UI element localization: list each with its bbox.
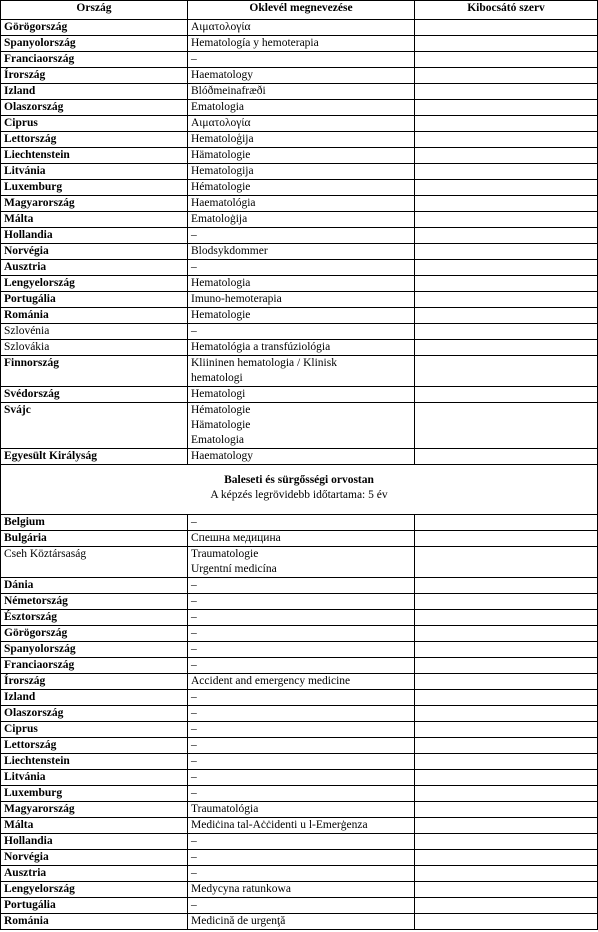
country-cell: Magyarország [1, 196, 188, 212]
country-cell: Szlovénia [1, 324, 188, 340]
country-cell: Lettország [1, 132, 188, 148]
country-cell: Szlovákia [1, 340, 188, 356]
diploma-cell [188, 449, 415, 465]
diploma-line: Traumatológia [191, 803, 259, 815]
diploma-cell [188, 340, 415, 356]
country-cell: Hollandia [1, 834, 188, 850]
issuer-cell [415, 260, 598, 276]
diploma-line: Haematology [191, 450, 253, 462]
issuer-cell [415, 36, 598, 52]
country-cell: Írország [1, 68, 188, 84]
diploma-cell [188, 84, 415, 100]
issuer-cell [415, 196, 598, 212]
diploma-cell [188, 68, 415, 84]
table-row [1, 658, 598, 674]
table-row [1, 387, 598, 403]
diploma-cell [188, 818, 415, 834]
country-cell: Luxemburg [1, 180, 188, 196]
table-row [1, 898, 598, 914]
diploma-line: Hématologie [191, 404, 251, 416]
country-cell: Lettország [1, 738, 188, 754]
table-row [1, 834, 598, 850]
table-row [1, 738, 598, 754]
diploma-line: – [191, 723, 197, 735]
diploma-line: – [191, 611, 197, 623]
table-row [1, 324, 598, 340]
country-cell: Luxemburg [1, 786, 188, 802]
issuer-cell [415, 658, 598, 674]
issuer-cell [415, 722, 598, 738]
issuer-cell [415, 292, 598, 308]
country-cell: Belgium [1, 515, 188, 531]
issuer-cell [415, 403, 598, 449]
diploma-line: hematologi [191, 372, 243, 384]
diploma-line: Medycyna ratunkowa [191, 883, 291, 895]
issuer-cell [415, 52, 598, 68]
country-cell: Izland [1, 690, 188, 706]
country-cell: Lengyelország [1, 882, 188, 898]
diploma-line: Hematología y hemoterapia [191, 37, 319, 49]
country-cell: Lengyelország [1, 276, 188, 292]
country-cell: Málta [1, 212, 188, 228]
diploma-line: Haematology [191, 69, 253, 81]
country-cell: Litvánia [1, 770, 188, 786]
country-cell: Finnország [1, 356, 188, 387]
diploma-cell [188, 802, 415, 818]
country-cell: Spanyolország [1, 642, 188, 658]
issuer-cell [415, 626, 598, 642]
country-cell: Ausztria [1, 866, 188, 882]
diploma-cell [188, 674, 415, 690]
country-cell: Ausztria [1, 260, 188, 276]
diploma-cell [188, 834, 415, 850]
diploma-cell [188, 594, 415, 610]
diploma-cell [188, 276, 415, 292]
issuer-cell [415, 180, 598, 196]
diploma-line: – [191, 867, 197, 879]
table-row [1, 308, 598, 324]
diploma-cell [188, 658, 415, 674]
diploma-line: Kliininen hematologia / Klinisk [191, 357, 337, 369]
table-row [1, 578, 598, 594]
table-row [1, 722, 598, 738]
country-cell: Bulgária [1, 531, 188, 547]
diploma-cell [188, 356, 415, 387]
table-row [1, 52, 598, 68]
diploma-cell [188, 20, 415, 36]
issuer-cell [415, 642, 598, 658]
issuer-cell [415, 228, 598, 244]
issuer-cell [415, 244, 598, 260]
issuer-cell [415, 690, 598, 706]
issuer-cell [415, 898, 598, 914]
diploma-cell [188, 228, 415, 244]
diploma-cell [188, 866, 415, 882]
country-cell: Svájc [1, 403, 188, 449]
table-row [1, 866, 598, 882]
diploma-line: – [191, 659, 197, 671]
diploma-line: Ematologia [191, 101, 245, 113]
diploma-line: – [191, 739, 197, 751]
diploma-line: – [191, 325, 197, 337]
country-cell: Litvánia [1, 164, 188, 180]
diploma-line: Traumatologie [191, 548, 259, 560]
diploma-line: Αιματολογία [191, 21, 251, 33]
table-row [1, 132, 598, 148]
diploma-line: – [191, 643, 197, 655]
table-row [1, 770, 598, 786]
country-cell: Norvégia [1, 244, 188, 260]
table-row [1, 882, 598, 898]
issuer-cell [415, 212, 598, 228]
diploma-cell [188, 52, 415, 68]
diploma-cell [188, 850, 415, 866]
issuer-cell [415, 882, 598, 898]
issuer-cell [415, 515, 598, 531]
issuer-cell [415, 770, 598, 786]
country-cell: Franciaország [1, 658, 188, 674]
diploma-cell [188, 626, 415, 642]
table-row [1, 244, 598, 260]
table-row [1, 674, 598, 690]
issuer-cell [415, 754, 598, 770]
table-row [1, 531, 598, 547]
issuer-cell [415, 148, 598, 164]
diploma-cell [188, 100, 415, 116]
country-cell: Franciaország [1, 52, 188, 68]
diploma-cell [188, 706, 415, 722]
table-row [1, 68, 598, 84]
diploma-line: Urgentní medicína [191, 563, 277, 575]
table-row [1, 610, 598, 626]
table-row [1, 626, 598, 642]
diploma-cell [188, 260, 415, 276]
table-row [1, 706, 598, 722]
country-cell: Liechtenstein [1, 754, 188, 770]
table-row [1, 292, 598, 308]
diploma-line: Imuno-hemoterapia [191, 293, 282, 305]
diploma-line: – [191, 899, 197, 911]
diploma-cell [188, 738, 415, 754]
issuer-cell [415, 578, 598, 594]
issuer-cell [415, 116, 598, 132]
table-row [1, 754, 598, 770]
diploma-cell [188, 882, 415, 898]
diploma-line: Спешна медицина [191, 532, 281, 544]
header-row [1, 1, 598, 20]
table-row [1, 100, 598, 116]
issuer-cell [415, 324, 598, 340]
table-row [1, 449, 598, 465]
diploma-line: Ematologia [191, 434, 245, 446]
diploma-line: Medicină de urgenţă [191, 915, 286, 927]
issuer-cell [415, 20, 598, 36]
issuer-cell [415, 786, 598, 802]
header-country: Ország [1, 1, 188, 20]
diploma-line: – [191, 516, 197, 528]
table-row [1, 850, 598, 866]
country-cell: Görögország [1, 20, 188, 36]
diploma-line: – [191, 755, 197, 767]
issuer-cell [415, 84, 598, 100]
diploma-cell [188, 403, 415, 449]
diploma-line: Hämatologie [191, 149, 251, 161]
country-cell: Izland [1, 84, 188, 100]
diploma-cell [188, 722, 415, 738]
diploma-cell [188, 244, 415, 260]
issuer-cell [415, 308, 598, 324]
diploma-cell [188, 610, 415, 626]
issuer-cell [415, 706, 598, 722]
table-row [1, 196, 598, 212]
country-cell: Hollandia [1, 228, 188, 244]
country-cell: Ciprus [1, 116, 188, 132]
diploma-cell [188, 196, 415, 212]
country-cell: Norvégia [1, 850, 188, 866]
section-row [1, 465, 598, 515]
diploma-cell [188, 36, 415, 52]
diploma-cell [188, 116, 415, 132]
issuer-cell [415, 866, 598, 882]
diploma-line: Hämatologie [191, 419, 251, 431]
diploma-cell [188, 132, 415, 148]
diploma-line: – [191, 707, 197, 719]
diploma-cell [188, 786, 415, 802]
issuer-cell [415, 610, 598, 626]
diploma-line: Hematologi [191, 388, 246, 400]
country-cell: Németország [1, 594, 188, 610]
diploma-line: – [191, 787, 197, 799]
diploma-line: Hematoloģija [191, 133, 254, 145]
table-row [1, 642, 598, 658]
diploma-line: – [191, 579, 197, 591]
table-row [1, 260, 598, 276]
table-row [1, 547, 598, 578]
header-issuer: Kibocsátó szerv [415, 1, 598, 20]
diploma-line: Hematológia a transfúziológia [191, 341, 331, 353]
table-row [1, 84, 598, 100]
table-row [1, 116, 598, 132]
issuer-cell [415, 547, 598, 578]
country-cell: Írország [1, 674, 188, 690]
table-row [1, 594, 598, 610]
table-row [1, 340, 598, 356]
diploma-line: – [191, 595, 197, 607]
diploma-cell [188, 531, 415, 547]
section-title: Baleseti és sürgősségi orvostan [224, 474, 374, 486]
table-row [1, 228, 598, 244]
diploma-cell [188, 292, 415, 308]
issuer-cell [415, 100, 598, 116]
diploma-cell [188, 148, 415, 164]
country-cell: Svédország [1, 387, 188, 403]
table-row [1, 356, 598, 387]
diploma-line: Blodsykdommer [191, 245, 268, 257]
diploma-cell [188, 898, 415, 914]
diploma-cell [188, 308, 415, 324]
diploma-line: – [191, 53, 197, 65]
diploma-line: – [191, 627, 197, 639]
diploma-line: – [191, 691, 197, 703]
table-row [1, 914, 598, 930]
table-row [1, 802, 598, 818]
country-cell: Románia [1, 914, 188, 930]
country-cell: Észtország [1, 610, 188, 626]
table-row [1, 180, 598, 196]
diploma-line: – [191, 851, 197, 863]
country-cell: Magyarország [1, 802, 188, 818]
table-row [1, 515, 598, 531]
issuer-cell [415, 738, 598, 754]
diploma-line: Blóðmeinafræði [191, 85, 266, 97]
table-row [1, 690, 598, 706]
diploma-line: Accident and emergency medicine [191, 675, 351, 687]
diploma-line: – [191, 229, 197, 241]
diploma-line: – [191, 261, 197, 273]
country-cell: Portugália [1, 898, 188, 914]
diploma-cell [188, 515, 415, 531]
country-cell: Portugália [1, 292, 188, 308]
country-cell: Olaszország [1, 100, 188, 116]
diploma-line: Hematologia [191, 277, 251, 289]
diploma-line: Hematologie [191, 309, 251, 321]
country-cell: Egyesült Királyság [1, 449, 188, 465]
country-cell: Románia [1, 308, 188, 324]
diploma-cell [188, 770, 415, 786]
issuer-cell [415, 674, 598, 690]
diploma-cell [188, 754, 415, 770]
diploma-cell [188, 547, 415, 578]
diploma-cell [188, 690, 415, 706]
country-cell: Ciprus [1, 722, 188, 738]
issuer-cell [415, 356, 598, 387]
country-cell: Liechtenstein [1, 148, 188, 164]
table-row [1, 148, 598, 164]
table-row [1, 212, 598, 228]
issuer-cell [415, 387, 598, 403]
diploma-line: – [191, 771, 197, 783]
section-heading [1, 465, 598, 515]
country-cell: Málta [1, 818, 188, 834]
diploma-cell [188, 387, 415, 403]
diploma-cell [188, 578, 415, 594]
country-cell: Spanyolország [1, 36, 188, 52]
issuer-cell [415, 276, 598, 292]
table-row [1, 164, 598, 180]
diploma-cell [188, 914, 415, 930]
issuer-cell [415, 818, 598, 834]
diploma-line: Hematologija [191, 165, 254, 177]
issuer-cell [415, 449, 598, 465]
diploma-line: Αιματολογία [191, 117, 251, 129]
issuer-cell [415, 68, 598, 84]
issuer-cell [415, 164, 598, 180]
diploma-cell [188, 164, 415, 180]
table-row [1, 403, 598, 449]
issuer-cell [415, 850, 598, 866]
country-cell: Cseh Köztársaság [1, 547, 188, 578]
diploma-line: Haematológia [191, 197, 256, 209]
country-cell: Görögország [1, 626, 188, 642]
table-row [1, 276, 598, 292]
issuer-cell [415, 802, 598, 818]
country-cell: Olaszország [1, 706, 188, 722]
table-row [1, 818, 598, 834]
issuer-cell [415, 132, 598, 148]
issuer-cell [415, 914, 598, 930]
header-diploma: Oklevél megnevezése [188, 1, 415, 20]
section-subtitle: A képzés legrövidebb időtartama: 5 év [210, 489, 388, 501]
issuer-cell [415, 834, 598, 850]
table-row [1, 786, 598, 802]
diploma-line: Ematoloġija [191, 213, 248, 225]
table-row [1, 20, 598, 36]
diploma-cell [188, 212, 415, 228]
issuer-cell [415, 594, 598, 610]
table-row [1, 36, 598, 52]
diploma-cell [188, 642, 415, 658]
diploma-cell [188, 324, 415, 340]
issuer-cell [415, 531, 598, 547]
issuer-cell [415, 340, 598, 356]
country-cell: Dánia [1, 578, 188, 594]
diploma-line: Hématologie [191, 181, 251, 193]
diploma-line: Mediċina tal-Aċċidenti u l-Emerġenza [191, 819, 368, 831]
diploma-cell [188, 180, 415, 196]
diploma-line: – [191, 835, 197, 847]
